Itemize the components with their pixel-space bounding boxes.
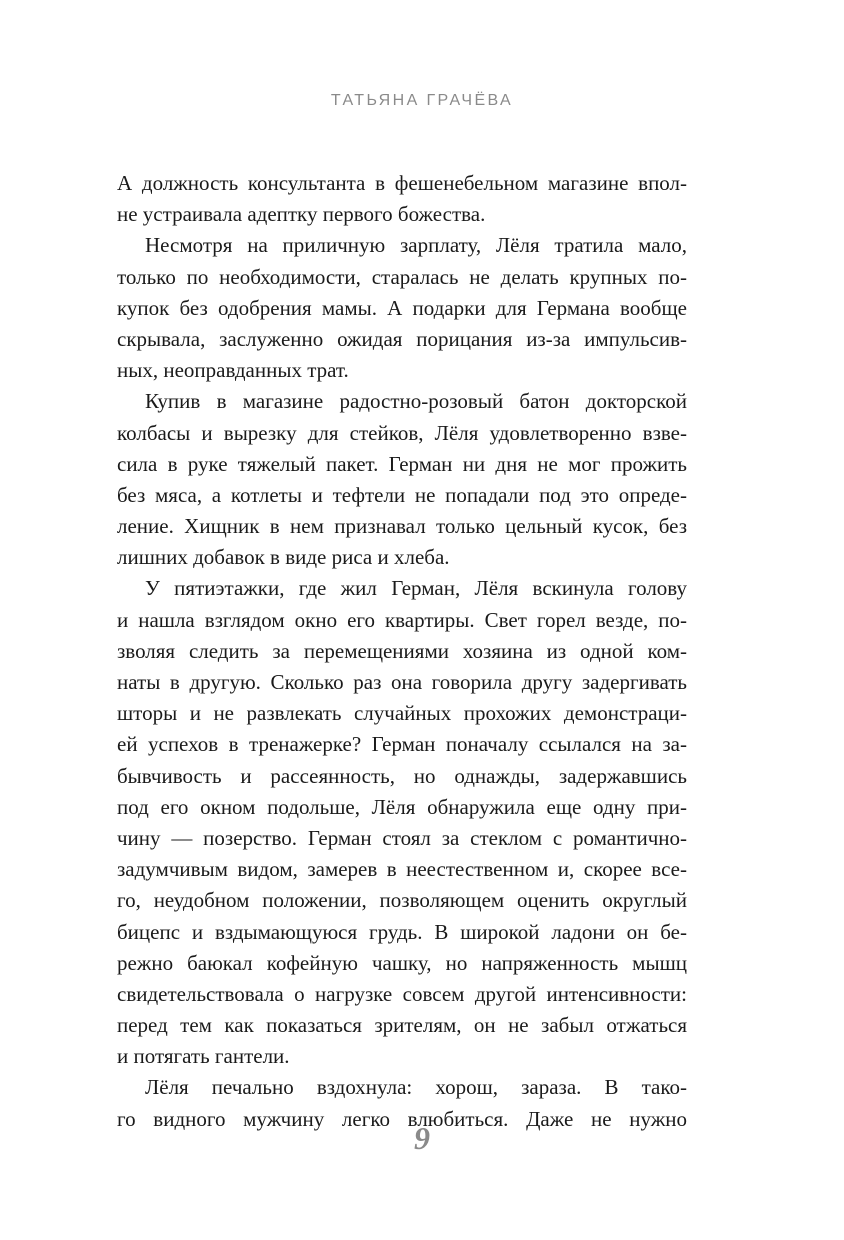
text-line: ей успехов в тренажерке? Герман поначалу ссылался на за- (117, 732, 687, 757)
text-line: только по необходимости, старалась не делать крупных по- (117, 264, 687, 289)
text-line: задумчивым видом, замерев в неестественном и, скорее все- (117, 857, 687, 882)
text-line: го видного мужчину легко влюбиться. Даже не нужно (117, 1106, 687, 1131)
book-page-text (117, 168, 687, 1135)
text-line: и нашла взглядом окно его квартиры. Свет горел везде, по- (117, 607, 687, 632)
text-line: перед тем как показаться зрителям, он не забыл отжаться (117, 1013, 687, 1038)
text-line: бывчивость и рассеянность, но однажды, задержавшись (117, 763, 687, 788)
text-line: Лёля печально вздохнула: хорош, зараза. В тако- (145, 1075, 687, 1100)
text-line: без мяса, а котлеты и тефтели не попадали под это опреде- (117, 482, 687, 507)
text-line: У пятиэтажки, где жил Герман, Лёля вскинула голову (145, 576, 687, 601)
text-line: шторы и не развлекать случайных прохожих демонстраци- (117, 701, 687, 726)
text-line: колбасы и вырезку для стейков, Лёля удовлетворенно взве- (117, 420, 687, 445)
text-line: ных, неоправданных трат. (117, 358, 349, 383)
text-line: Купив в магазине радостно-розовый батон докторской (145, 389, 687, 414)
text-line: чину — позерство. Герман стоял за стеклом с романтично- (117, 825, 687, 850)
text-line: режно баюкал кофейную чашку, но напряженность мышц (117, 950, 687, 975)
text-line: Несмотря на приличную зарплату, Лёля тратила мало, (145, 233, 687, 258)
running-header-author: ТАТЬЯНА ГРАЧЁВА (330, 92, 514, 109)
text-line: под его окном подольше, Лёля обнаружила еще одну при- (117, 794, 687, 819)
text-line: не устраивала адептку первого божества. (117, 202, 486, 227)
text-line: наты в другую. Сколько раз она говорила другу задергивать (117, 670, 687, 694)
text-line: сила в руке тяжелый пакет. Герман ни дня не мог прожить (117, 451, 687, 476)
text-line: свидетельствовала о нагрузке совсем другой интенсивности: (117, 981, 687, 1006)
page-number: 9 (414, 1120, 430, 1156)
text-line: бицепс и вздымающуюся грудь. В широкой ладони он бе- (117, 919, 687, 944)
text-line: го, неудобном положении, позволяющем оценить округлый (117, 888, 687, 913)
text-line: и потягать гантели. (117, 1044, 290, 1069)
text-line: скрывала, заслуженно ожидая порицания из-за импульсив- (117, 326, 687, 351)
text-line: ление. Хищник в нем признавал только цельный кусок, без (117, 514, 687, 539)
text-line: зволяя следить за перемещениями хозяина из одной ком- (117, 638, 687, 663)
text-line: А должность консультанта в фешенебельном магазине впол- (117, 171, 687, 195)
text-line: купок без одобрения мамы. А подарки для Германа вообще (117, 295, 687, 320)
text-line: лишних добавок в виде риса и хлеба. (117, 545, 450, 570)
